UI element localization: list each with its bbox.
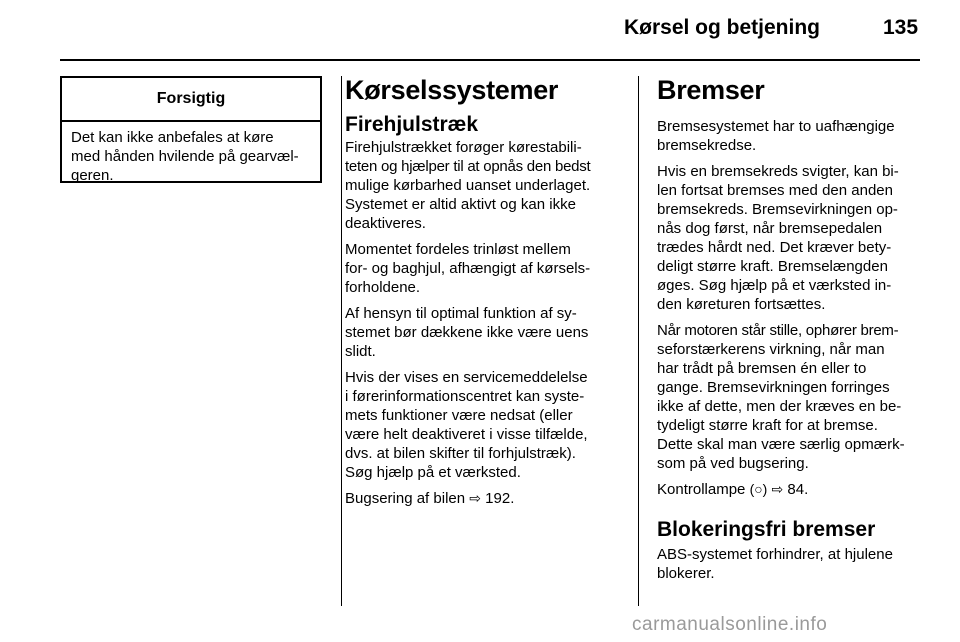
reference-page: 192. xyxy=(485,490,515,507)
column-divider-right xyxy=(638,76,639,606)
section-title: Bremser xyxy=(657,75,765,105)
column-divider-left xyxy=(341,76,342,606)
page-number: 135 xyxy=(883,16,919,39)
paragraph: Af hensyn til optimal funktion af sy- stemet bør dækkene ikke være uens slidt. xyxy=(345,305,589,360)
brake-warning-lamp-icon: (○) xyxy=(749,481,768,497)
reference-text: Kontrollampe xyxy=(657,481,746,498)
right-column xyxy=(657,74,922,590)
reference-page: 84. xyxy=(787,481,809,498)
paragraph: Hvis der vises en servicemeddelelse i førerinformationscentret kan syste- mets funktioner være nedsat (eller være helt deaktiveret i visse tilfælde, dvs. at bilen skifter til forhjulstræk). Søg hjælp på et værksted. xyxy=(345,369,588,481)
page-reference[interactable] xyxy=(657,480,922,499)
header-divider xyxy=(60,59,920,61)
header-title: Kørsel og betjening xyxy=(623,16,820,39)
reference-text: Bugsering af bilen xyxy=(345,490,466,507)
caution-line: Det kan ikke anbefales at køre xyxy=(71,129,274,146)
paragraph: Hvis en bremsekreds svigter, kan bi- len fortsat bremses med den anden bremsekreds. Bremsevirkningen op- nås dog først, når bremsepedalen trædes hårdt ned. Det kræver bety- deligt større kraft. Bremselængden øges. Søg hjælp på et værksted in- den køreturen fortsættes. xyxy=(657,163,899,313)
caution-heading: Forsigtig xyxy=(62,78,320,122)
middle-column xyxy=(345,74,630,515)
paragraph: Bremsesystemet har to uafhængige bremsekredse. xyxy=(657,118,895,154)
paragraph: ABS-systemet forhindrer, at hjulene blokerer. xyxy=(657,546,893,582)
subsection-title: Blokeringsfri bremser xyxy=(657,518,876,541)
caution-text xyxy=(62,122,320,185)
caution-line: geren. xyxy=(71,167,114,184)
page-reference[interactable] xyxy=(345,489,630,508)
caution-box xyxy=(60,76,322,183)
subsection-title: Firehjulstræk xyxy=(345,113,479,136)
paragraph: Firehjulstrækket forøger kørestabili- teten og hjælper til at opnås den bedst mulige kørbarhed uanset underlaget. Systemet er altid aktivt og kan ikke deaktiveres. xyxy=(345,139,591,232)
paragraph: Momentet fordeles trinløst mellem for- og baghjul, afhængigt af kørsels- forholdene. xyxy=(345,241,591,296)
section-title: Kørselssystemer xyxy=(345,75,559,105)
arrow-right-icon: ⇨ xyxy=(469,490,481,506)
paragraph: Når motoren står stille, ophører brem- seforstærkerens virkning, når man har trådt på bremsen én eller to gange. Bremsevirkningen forringes ikke af dette, men der kræves en be- tydeligt større kraft for at bremse. Dette skal man være særlig opmærk- som på ved bugsering. xyxy=(657,322,905,472)
arrow-right-icon: ⇨ xyxy=(771,481,784,497)
watermark: carmanualsonline.info xyxy=(632,614,828,635)
caution-line: med hånden hvilende på gearvæl- xyxy=(71,148,299,165)
